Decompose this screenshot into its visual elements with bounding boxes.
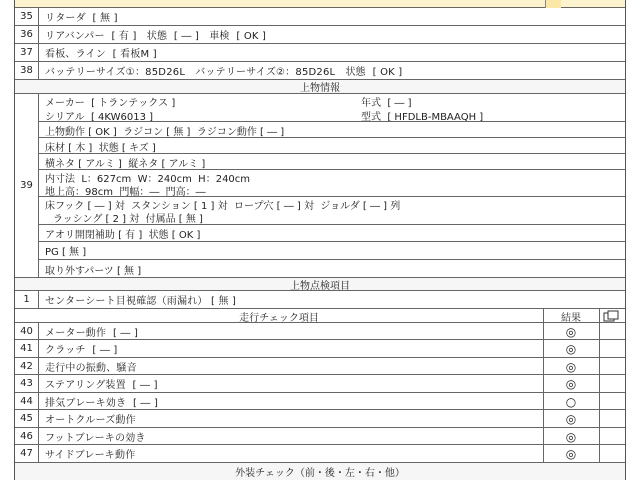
row-number: 37 bbox=[15, 44, 39, 61]
highlight-cell bbox=[545, 0, 561, 8]
row-text: リターダ [ 無 ] bbox=[45, 13, 118, 24]
section-title: 走行チェック項目 bbox=[239, 312, 319, 324]
result-mark: ◎ bbox=[565, 342, 577, 356]
row-number: 41 bbox=[15, 340, 39, 357]
divider bbox=[39, 241, 625, 242]
row-number: 42 bbox=[15, 358, 39, 374]
result-mark: ◎ bbox=[565, 359, 577, 374]
row-number: 45 bbox=[15, 410, 39, 427]
row-text: フットブレーキの効き bbox=[45, 432, 146, 444]
row-text: クラッチ [ ― ] bbox=[45, 345, 118, 356]
result-mark: ◎ bbox=[565, 324, 577, 339]
row-text: オートクルーズ動作 bbox=[45, 415, 136, 426]
hook-field: 床フック [ ― ] 対 スタンション [ 1 ] 対 ロープ穴 [ ― ] 対 ジョルダ [ ― ] 列 bbox=[45, 200, 401, 212]
driving-row-47 bbox=[15, 445, 625, 463]
row-text: リアバンパー [ 有 ] 状態 [ ― ] 車検 [ OK ] bbox=[45, 31, 267, 42]
model-field: 型式 [ HFDLB-MBAAQH ] bbox=[361, 111, 484, 123]
driving-row-44 bbox=[15, 393, 625, 410]
row-text: 走行中の振動、騒音 bbox=[45, 362, 137, 374]
cargo-info-header bbox=[15, 80, 625, 94]
row-text: メーター動作 [ ― ] bbox=[45, 327, 139, 339]
ground-height: 地上高：98cm 門幅：― 門高：― bbox=[45, 186, 206, 198]
row-number: 36 bbox=[15, 26, 39, 43]
driving-row-41 bbox=[15, 340, 625, 358]
section-title: 外装チェック（前・後・左・右・他） bbox=[235, 468, 405, 479]
gate-assist-field: アオリ開閉補助 [ 有 ] 状態 [ OK ] bbox=[45, 229, 201, 241]
cargo-operation-field: 上物動作 [ OK ] ラジコン [ 無 ] ラジコン動作 [ ― ] bbox=[45, 126, 285, 138]
exterior-check-header bbox=[15, 463, 625, 480]
section-title: 上物点検項目 bbox=[290, 280, 350, 292]
row-number: 38 bbox=[15, 62, 39, 79]
result-mark: ◎ bbox=[565, 412, 577, 426]
row-text: 看板、ライン [ 看板M ] bbox=[45, 49, 157, 60]
result-column-divider bbox=[543, 309, 544, 463]
row-text: バッテリーサイズ①：85D26L バッテリーサイズ②：85D26L 状態 [ OK ] bbox=[45, 67, 403, 78]
icon-column-divider bbox=[599, 309, 600, 463]
row-text: センターシート目視確認（雨漏れ） [ 無 ] bbox=[45, 296, 237, 307]
row-number: 40 bbox=[15, 323, 39, 339]
row-36 bbox=[15, 26, 625, 44]
floor-material-field: 床材 [ 木 ] 状態 [ キズ ] bbox=[45, 142, 156, 154]
copy-button[interactable] bbox=[599, 309, 625, 323]
row-text: ステアリング装置 [ ― ] bbox=[45, 380, 158, 391]
row-number: 35 bbox=[15, 8, 39, 25]
driving-row-45 bbox=[15, 410, 625, 428]
result-mark: ◎ bbox=[565, 429, 577, 444]
beam-field: 横ネタ [ アルミ ] 縦ネタ [ アルミ ] bbox=[45, 158, 206, 170]
result-mark: ◎ bbox=[565, 447, 577, 461]
inspection-sheet bbox=[14, 0, 626, 480]
year-field: 年式 [ ― ] bbox=[361, 97, 412, 109]
row-number: 47 bbox=[15, 445, 39, 462]
inspection-items-header bbox=[15, 278, 625, 291]
result-column-header: 結果 bbox=[561, 312, 581, 324]
previous-row-band bbox=[15, 0, 625, 8]
result-mark: ○ bbox=[565, 394, 577, 409]
row-text: サイドブレーキ動作 bbox=[45, 450, 136, 461]
row-number: 43 bbox=[15, 375, 39, 392]
result-mark: ◎ bbox=[565, 377, 577, 391]
row-text: 排気ブレーキ効き [ ― ] bbox=[45, 397, 159, 409]
inspection-row-1 bbox=[15, 291, 625, 309]
row-37 bbox=[15, 44, 625, 62]
driving-row-43 bbox=[15, 375, 625, 393]
serial-field: シリアル [ 4KW6013 ] bbox=[45, 111, 154, 123]
removable-parts-field: 取り外すパーツ [ 無 ] bbox=[45, 265, 142, 277]
row-38 bbox=[15, 62, 625, 80]
row-number: 44 bbox=[15, 393, 39, 409]
section-title: 上物情報 bbox=[300, 83, 340, 94]
pg-field: PG [ 無 ] bbox=[45, 247, 87, 258]
lashing-field: ラッシング [ 2 ] 対 付属品 [ 無 ] bbox=[53, 213, 203, 225]
maker-field: メーカー [ トランテックス ] bbox=[45, 97, 176, 109]
driving-row-46 bbox=[15, 428, 625, 445]
driving-row-42 bbox=[15, 358, 625, 375]
inner-dimensions: 内寸法 L：627cm W：240cm H：240cm bbox=[45, 173, 251, 185]
row-number: 39 bbox=[15, 94, 39, 277]
row-35 bbox=[15, 8, 625, 26]
row-number: 1 bbox=[15, 291, 39, 308]
row-number: 46 bbox=[15, 428, 39, 444]
copy-icon bbox=[603, 310, 621, 322]
driving-row-40 bbox=[15, 323, 625, 340]
